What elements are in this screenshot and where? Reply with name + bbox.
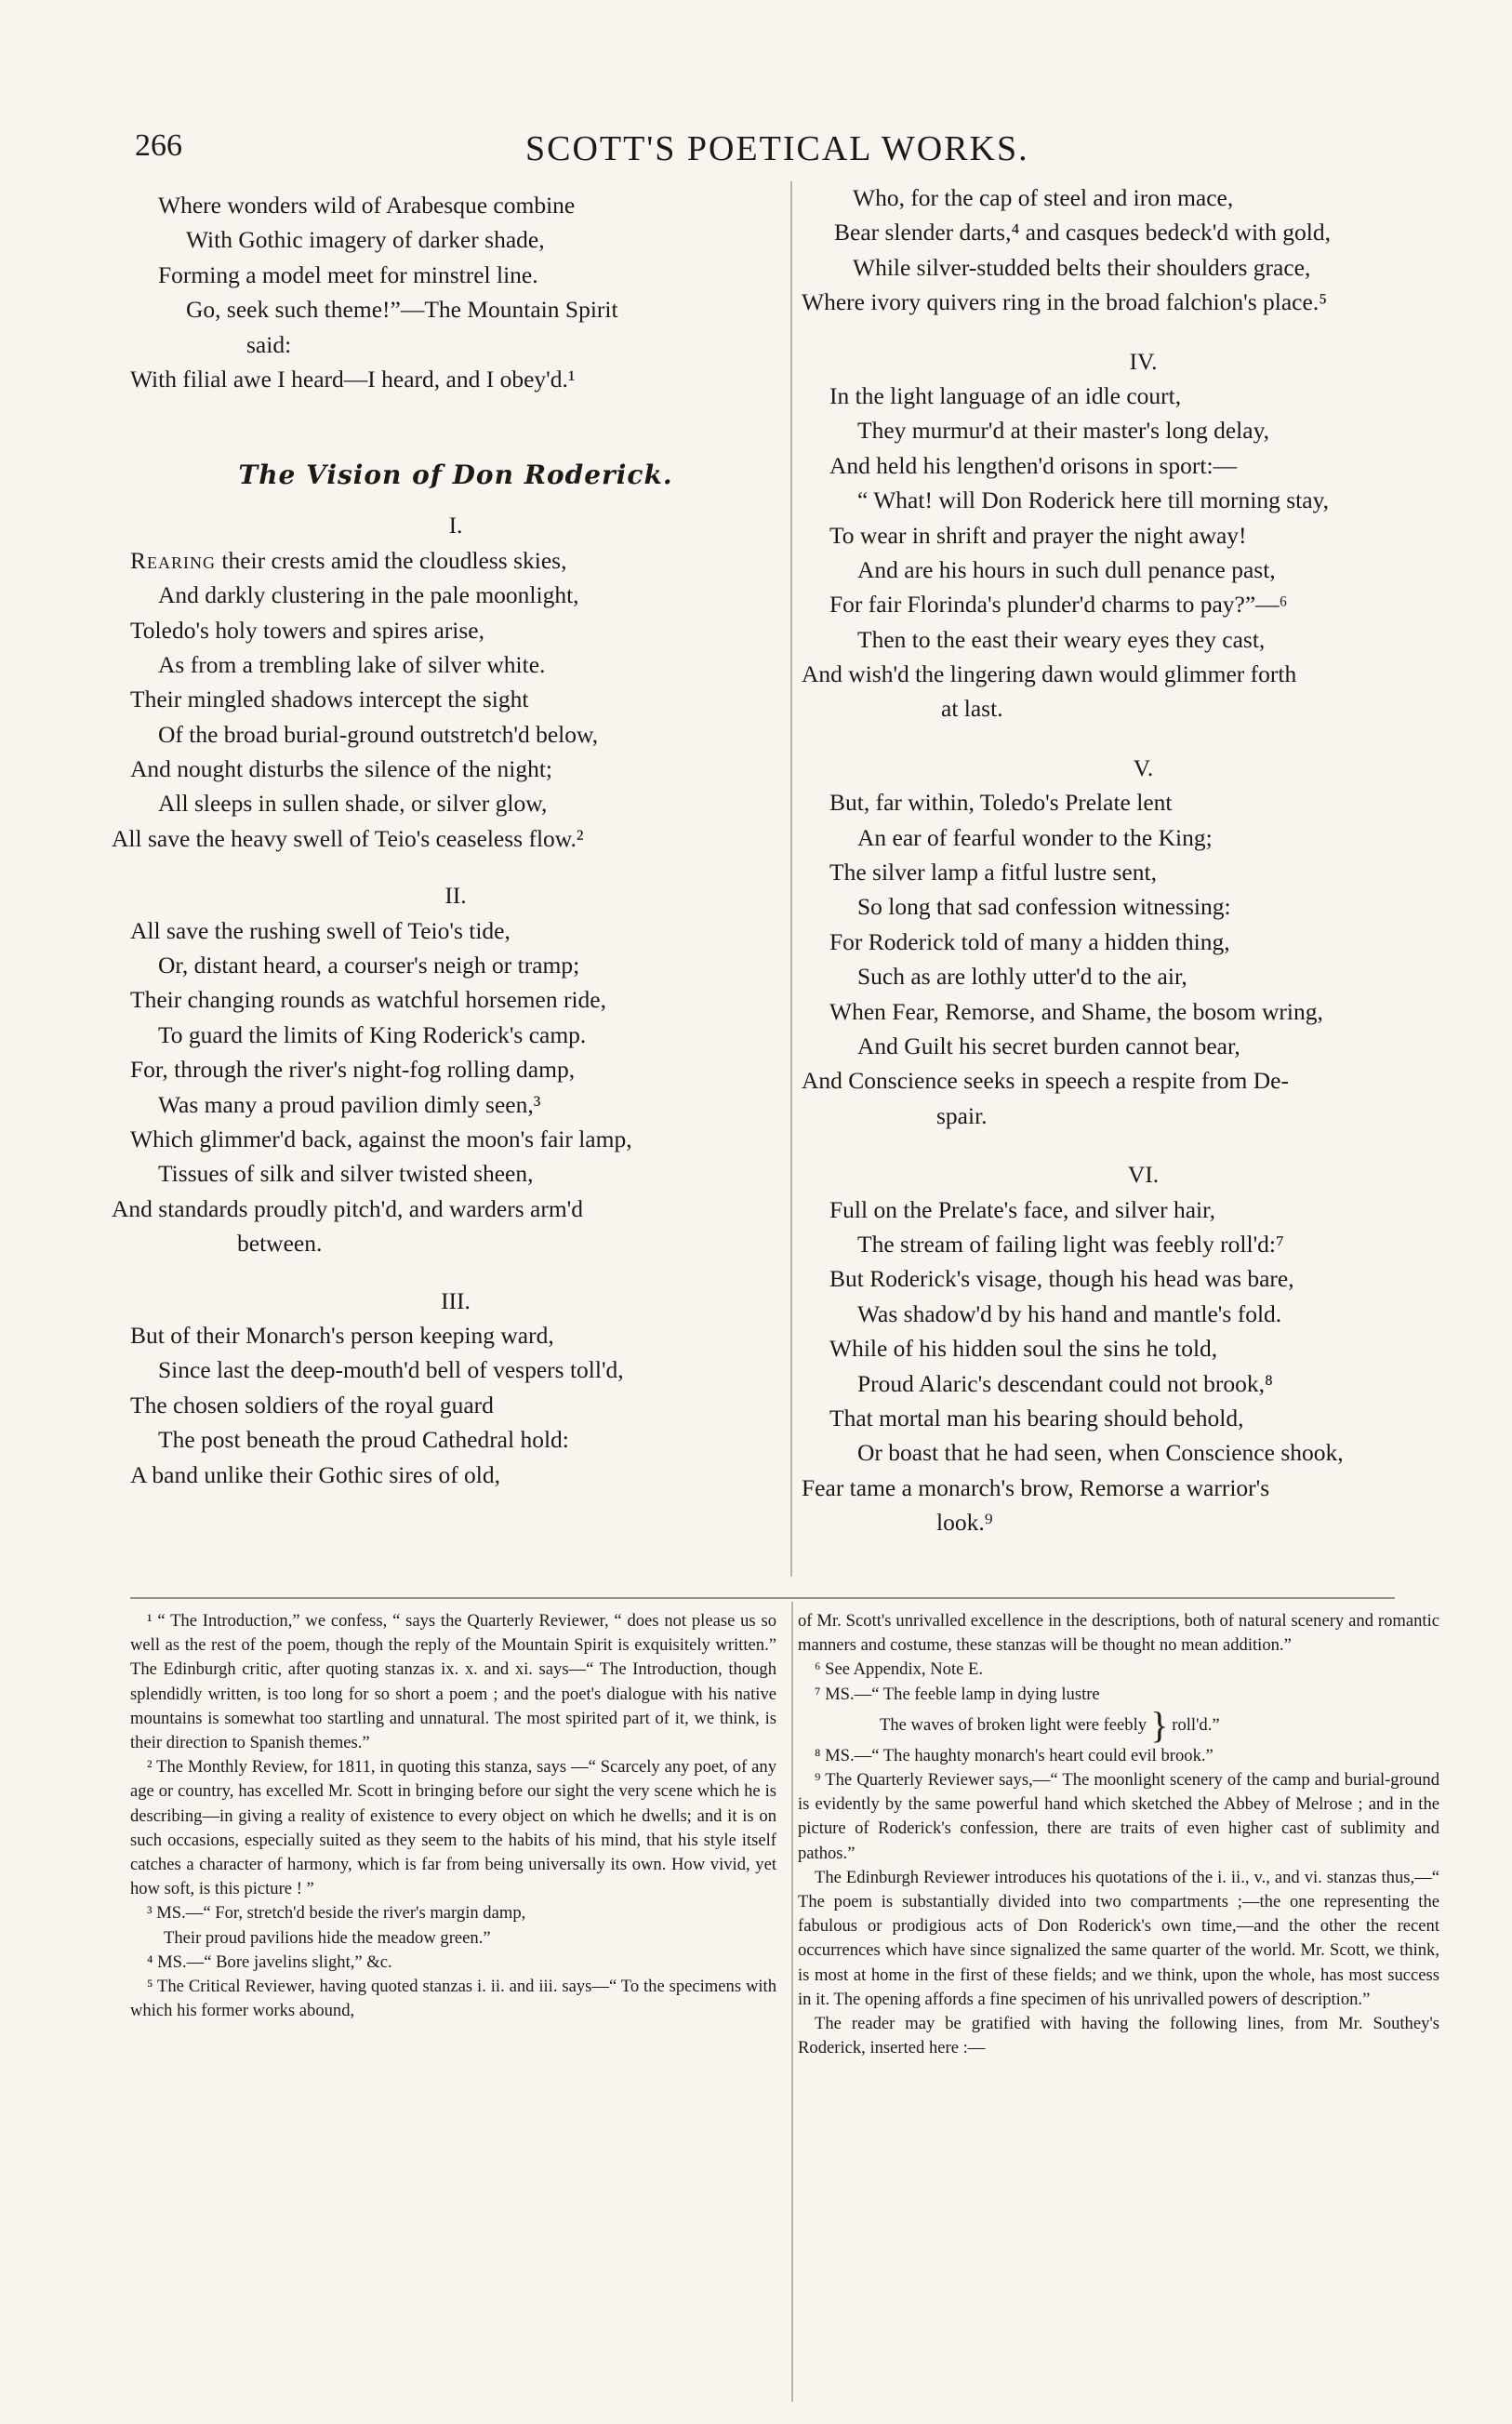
verse-line: Tissues of silk and silver twisted sheen, xyxy=(158,1160,534,1188)
braced-variant xyxy=(880,1703,1439,1746)
footnote: The Edinburgh Reviewer introduces his quotations of the i. ii., v., and vi. stanzas thus,—“ The poem is substantially divided into two compartments ;—the one representing the fabulous or prodigious acts of Don Roderick's own time,—and the other the recent occurrences which have since signalized the same quarter of the world. Mr. Scott, we think, is most at home in the first of these fields; and we think, upon the whole, has most success in it. The opening affords a fine specimen of his unrivalled powers of description.” xyxy=(798,1867,1439,2009)
verse-line: For fair Florinda's plunder'd charms to pay?”—⁶ xyxy=(829,591,1288,619)
verse-line: Since last the deep-mouth'd bell of vespers toll'd, xyxy=(158,1356,624,1384)
footnote: ⁶ See Appendix, Note E. xyxy=(815,1659,984,1680)
verse-line: Where ivory quivers ring in the broad falchion's place.⁵ xyxy=(802,288,1328,316)
footnotes-right xyxy=(798,1609,1439,2060)
verse-line: Their mingled shadows intercept the sight xyxy=(130,686,529,713)
verse-line: “ What! will Don Roderick here till morning stay, xyxy=(857,486,1330,514)
initial-word: Rearing xyxy=(130,546,217,574)
verse-line: Was many a proud pavilion dimly seen,³ xyxy=(158,1090,541,1118)
verse-line: Who, for the cap of steel and iron mace, xyxy=(853,184,1234,211)
verse-line: Toledo's holy towers and spires arise, xyxy=(130,616,484,644)
footnote: ² The Monthly Review, for 1811, in quoting this stanza, says —“ Scarcely any poet, of any age or country, has excelled Mr. Scott in bringing before our sight the very scene which he is describing—in giving a reality of existence to every object on which he dwells; and it is on such occasions, especially suited as they seem to the habits of his mind, that his style itself catches a character of harmony, which is far from being universally its own. How vivid, yet how soft, is this picture ! ” xyxy=(130,1757,776,1899)
page-header xyxy=(135,128,1381,177)
verse-line: They murmur'd at their master's long delay, xyxy=(857,417,1270,445)
brace-glyph: } xyxy=(1150,1703,1169,1746)
footnote: ¹ “ The Introduction,” we confess, “ says the Quarterly Reviewer, “ does not please us so well as the rest of the poem, though the reply of the Mountain Spirit is exquisitely written.” The Edinburgh critic, after quoting stanzas ix. x. and xi. says—“ The Introduction, though splendidly written, is too long for so short a poem ; and the poet's dialogue with his native mountains is somewhat too startling and unnatural. The most spirited part of it, we think, is their direction to Spanish themes.” xyxy=(130,1611,776,1753)
verse-line: The stream of failing light was feebly roll'd:⁷ xyxy=(857,1230,1284,1258)
stanza-number: III. xyxy=(441,1286,471,1314)
verse-line: Then to the east their weary eyes they cast, xyxy=(857,625,1266,653)
verse-line: As from a trembling lake of silver white. xyxy=(158,650,546,678)
verse-line: look.⁹ xyxy=(936,1509,993,1537)
footnote: ⁴ MS.—“ Bore javelins slight,” &c. xyxy=(147,1951,392,1972)
verse-line: Go, seek such theme!”—The Mountain Spirit xyxy=(186,296,618,324)
verse-line: The chosen soldiers of the royal guard xyxy=(130,1391,494,1418)
verse-line: With Gothic imagery of darker shade, xyxy=(186,226,545,254)
verse-line: And held his lengthen'd orisons in sport:— xyxy=(829,451,1238,479)
verse-line: Was shadow'd by his hand and mantle's fold. xyxy=(857,1299,1282,1327)
verse-line xyxy=(130,543,781,578)
footnote: ⁸ MS.—“ The haughty monarch's heart could evil brook.” xyxy=(815,1745,1214,1765)
verse-line: between. xyxy=(237,1230,323,1258)
verse-line: Proud Alaric's descendant could not brook,⁸ xyxy=(857,1369,1273,1397)
verse-line: Or boast that he had seen, when Conscience shook, xyxy=(857,1439,1344,1467)
verse-line: Forming a model meet for minstrel line. xyxy=(158,260,538,288)
verse-line: Fear tame a monarch's brow, Remorse a warrior's xyxy=(802,1473,1270,1501)
stanza-number: IV. xyxy=(1129,347,1158,375)
verse-line: With filial awe I heard—I heard, and I obey'd.¹ xyxy=(130,365,576,393)
footnotes-left xyxy=(130,1609,776,2023)
verse-line: And Conscience seeks in speech a respite from De- xyxy=(802,1067,1289,1095)
verse-line: Of the broad burial-ground outstretch'd below, xyxy=(158,720,599,748)
stanza-number: II. xyxy=(444,882,467,910)
verse-line: When Fear, Remorse, and Shame, the bosom wring, xyxy=(829,997,1323,1025)
verse-line: And darkly clustering in the pale moonlight, xyxy=(158,581,579,609)
running-title: SCOTT'S POETICAL WORKS. xyxy=(525,129,1029,168)
spacer xyxy=(802,1133,1485,1157)
verse-line: Where wonders wild of Arabesque combine xyxy=(158,192,576,219)
verse-line: And standards proudly pitch'd, and warders arm'd xyxy=(112,1194,584,1222)
verse-line: A band unlike their Gothic sires of old, xyxy=(130,1460,501,1488)
page-number: 266 xyxy=(135,128,182,163)
stanza-number: VI. xyxy=(1127,1161,1160,1189)
verse-line: That mortal man his bearing should behold, xyxy=(829,1404,1244,1432)
column-divider xyxy=(790,181,792,1577)
spacer xyxy=(130,1261,781,1284)
verse-line: spair. xyxy=(936,1101,988,1129)
verse-line: And Guilt his secret burden cannot bear, xyxy=(857,1032,1240,1060)
spacer xyxy=(130,856,781,878)
verse-line: All save the heavy swell of Teio's ceaseless flow.² xyxy=(112,824,584,852)
verse-line: said: xyxy=(246,330,292,358)
verse-line: The post beneath the proud Cathedral hold: xyxy=(158,1426,569,1454)
verse-line: To guard the limits of King Roderick's camp. xyxy=(158,1020,587,1048)
verse-line: But, far within, Toledo's Prelate lent xyxy=(829,789,1173,817)
verse-line: Such as are lothly utter'd to the air, xyxy=(857,963,1187,991)
footnote: Their proud pavilions hide the meadow green.” xyxy=(164,1927,491,1948)
verse-line: Or, distant heard, a courser's neigh or tramp; xyxy=(158,952,580,979)
footnote: ⁵ The Critical Reviewer, having quoted stanzas i. ii. and iii. says—“ To the specimens with which his former works abound, xyxy=(130,1977,776,2021)
footnote-rule xyxy=(130,1597,1395,1599)
verse-line: All sleeps in sullen shade, or silver glow, xyxy=(158,790,548,818)
footnote: ⁷ MS.—“ The feeble lamp in dying lustre xyxy=(815,1684,1100,1704)
verse-line: While silver-studded belts their shoulders grace, xyxy=(853,253,1311,281)
footnote: ³ MS.—“ For, stretch'd beside the river's margin damp, xyxy=(147,1903,526,1924)
verse-line: And are his hours in such dull penance past, xyxy=(857,555,1276,583)
verse-line: While of his hidden soul the sins he told, xyxy=(829,1335,1218,1363)
verse-line: at last. xyxy=(941,695,1003,723)
verse-line: And nought disturbs the silence of the night; xyxy=(130,755,552,783)
verse-line: For Roderick told of many a hidden thing, xyxy=(829,927,1230,955)
verse-line: An ear of fearful wonder to the King; xyxy=(857,823,1213,851)
verse-line-rest: their crests amid the cloudless skies, xyxy=(216,546,567,574)
footnote-quote-end: roll'd.” xyxy=(1172,1714,1220,1735)
verse-line: But Roderick's visage, though his head was bare, xyxy=(829,1265,1294,1293)
verse-line: Which glimmer'd back, against the moon's fair lamp, xyxy=(130,1125,632,1153)
verse-line: And wish'd the lingering dawn would glimmer forth xyxy=(802,660,1297,688)
spacer xyxy=(802,726,1485,751)
verse-line: Full on the Prelate's face, and silver hair, xyxy=(829,1195,1215,1223)
verse-line: All save the rushing swell of Teio's tide, xyxy=(130,916,511,944)
footnote: The reader may be gratified with having the following lines, from Mr. Southey's Roderick, inserted here :— xyxy=(798,2014,1439,2058)
poem-title: The Vision of Don Roderick. xyxy=(238,459,673,491)
left-column xyxy=(112,188,781,1492)
verse-line: The silver lamp a fitful lustre sent, xyxy=(829,859,1157,886)
spacer xyxy=(802,320,1485,344)
footnote-column-divider xyxy=(791,1602,793,2402)
footnote-quote-line: The waves of broken light were feebly xyxy=(880,1714,1147,1735)
verse-line: Their changing rounds as watchful horsemen ride, xyxy=(130,986,606,1014)
verse-line: But of their Monarch's person keeping ward, xyxy=(130,1321,554,1349)
stanza-number: I. xyxy=(448,512,463,539)
verse-line: Bear slender darts,⁴ and casques bedeck'd with gold, xyxy=(834,219,1331,246)
verse-line: For, through the river's night-fog rolling damp, xyxy=(130,1056,576,1084)
verse-line: To wear in shrift and prayer the night away! xyxy=(829,521,1247,549)
footnote: of Mr. Scott's unrivalled excellence in the descriptions, both of natural scenery and romantic manners and costume, these stanzas will be thought no mean addition.” xyxy=(798,1611,1439,1656)
verse-line: In the light language of an idle court, xyxy=(829,381,1182,409)
verse-line: So long that sad confession witnessing: xyxy=(857,893,1231,921)
right-column xyxy=(802,180,1485,1540)
stanza-number: V. xyxy=(1133,753,1154,781)
footnote: ⁹ The Quarterly Reviewer says,—“ The moonlight scenery of the camp and burial-ground is evidently by the same powerful hand which sketched the Abbey of Melrose ; and in the picture of Roderick's confession, there are traits of even higher cast of sublimity and pathos.” xyxy=(798,1770,1439,1863)
